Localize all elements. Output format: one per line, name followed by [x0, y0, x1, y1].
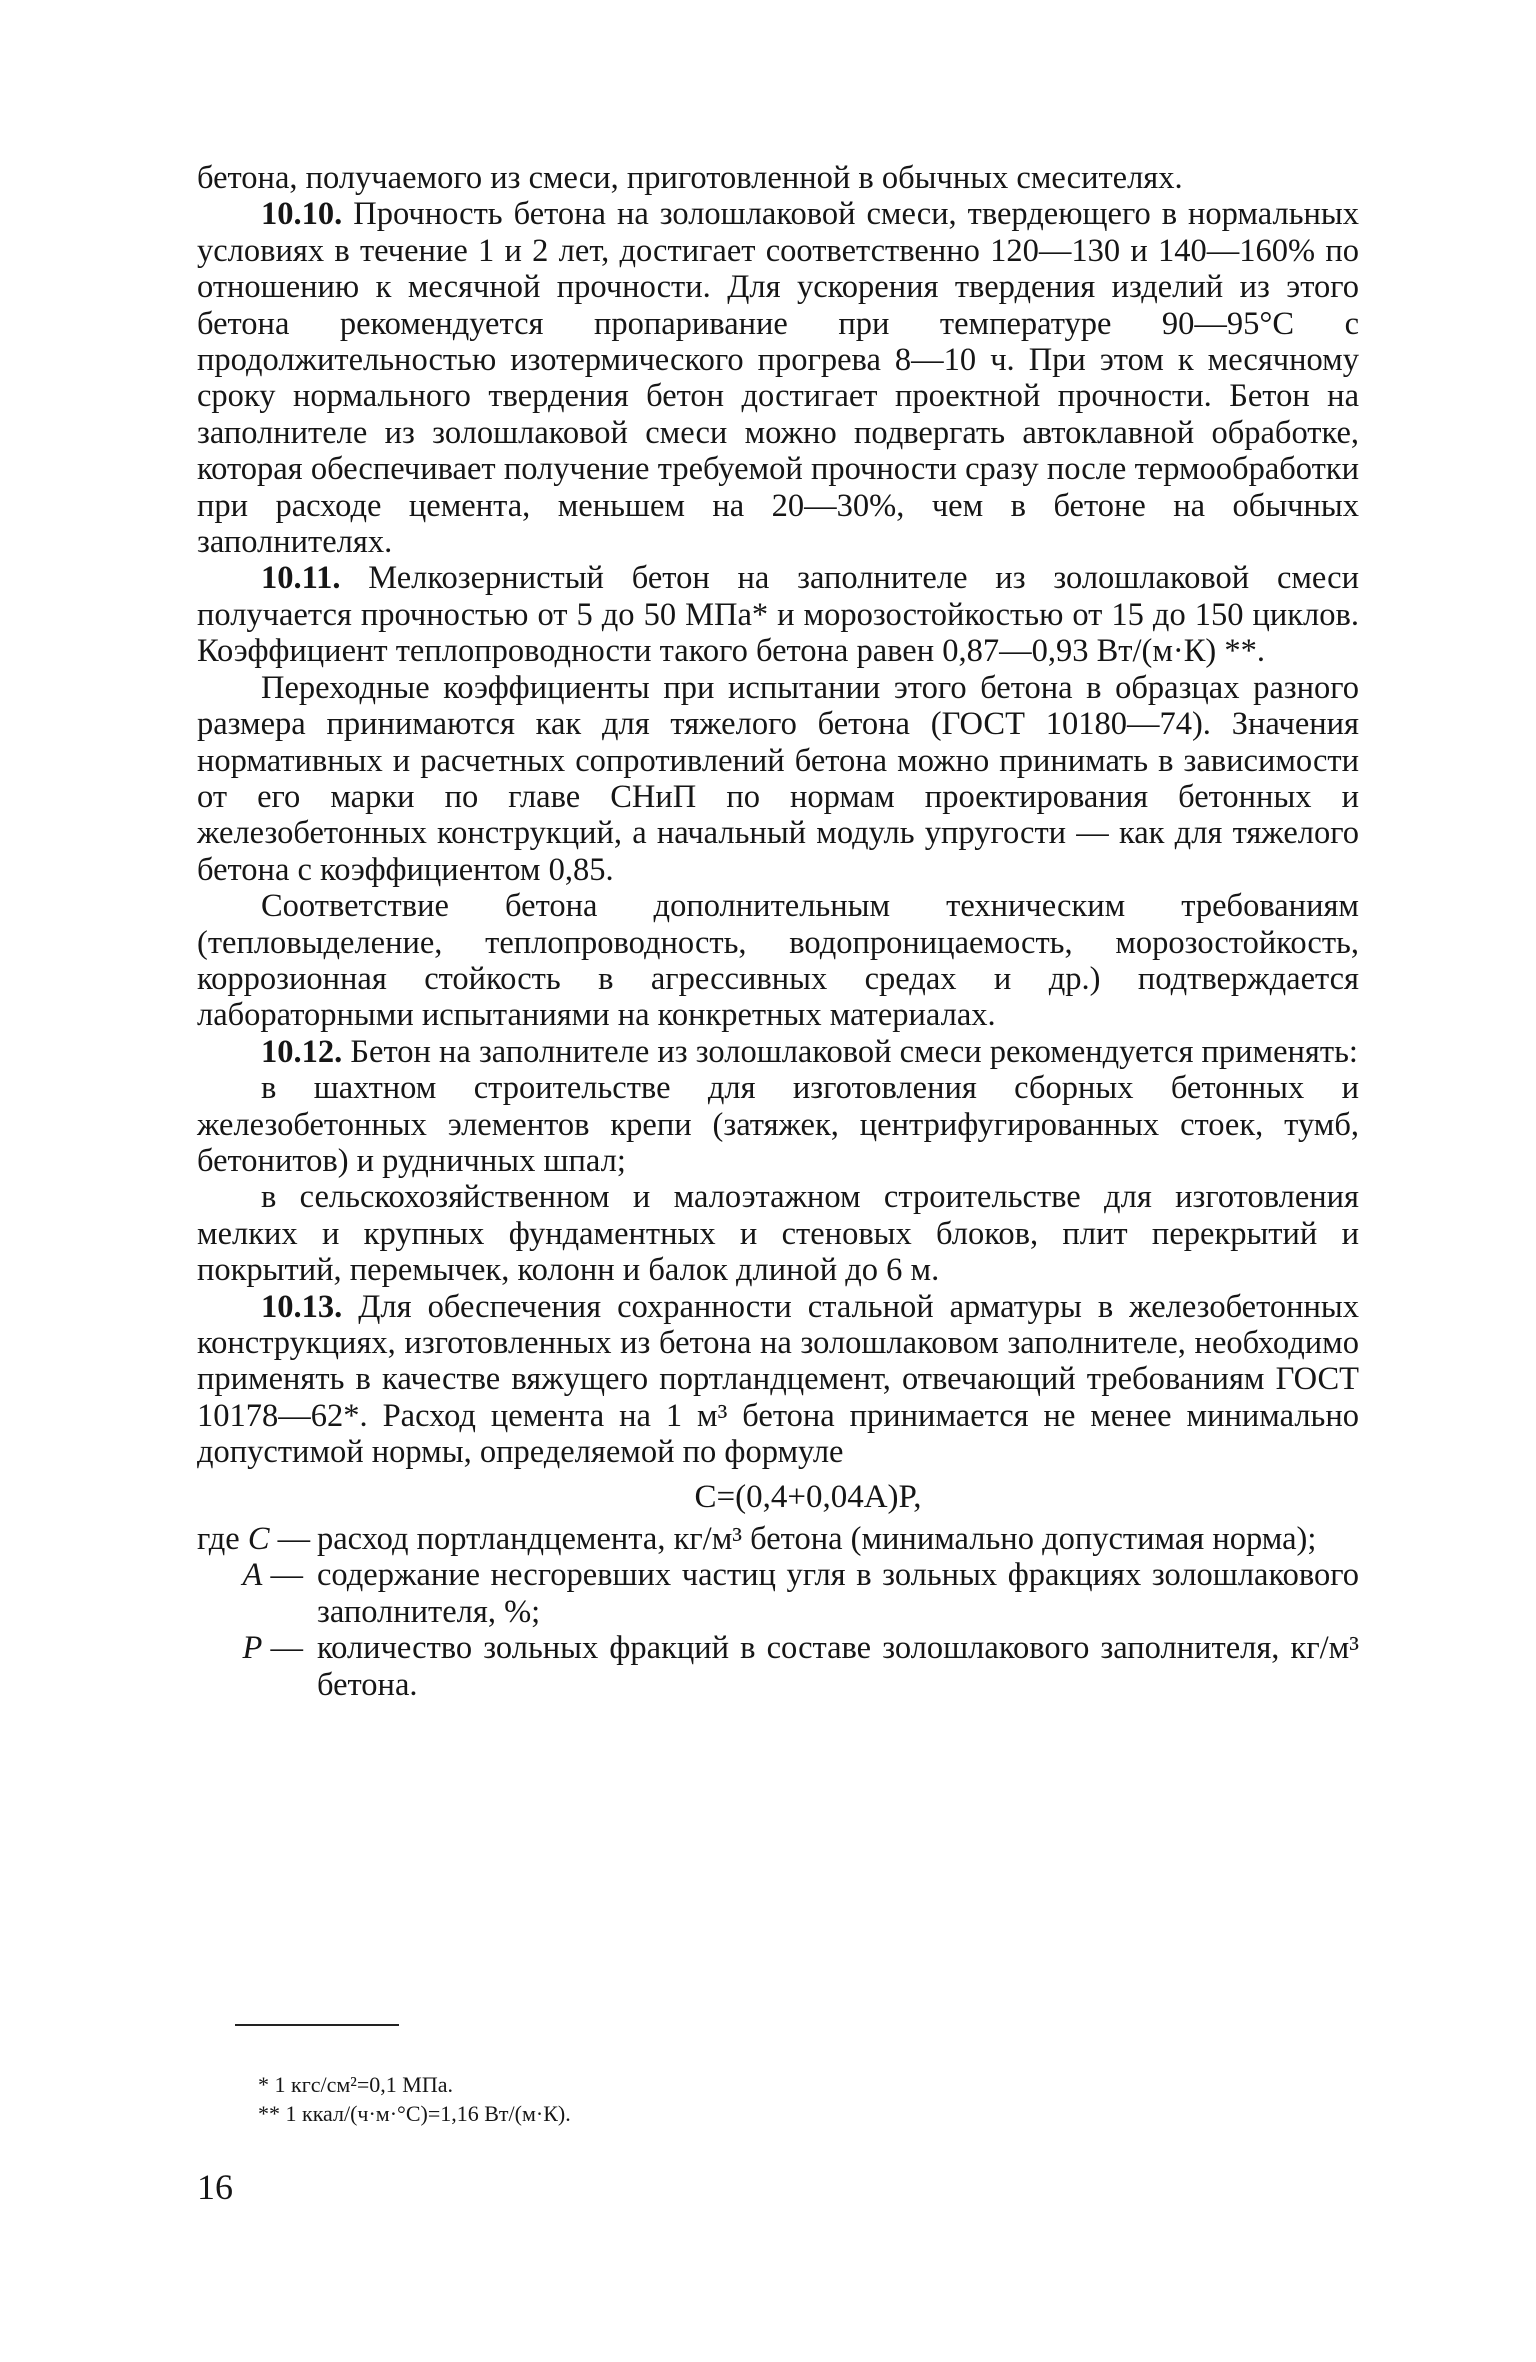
paragraph-10-11 [197, 560, 1359, 669]
definition-dash: — [269, 1521, 311, 1558]
paragraph-0 [197, 160, 1359, 196]
definition-text: содержание несгоревших частиц угля в зольных фракциях золошлакового заполнителя, %; [317, 1557, 1359, 1630]
paragraph-compliance [197, 888, 1359, 1034]
footnotes [258, 2070, 571, 2128]
footnote-2: ** 1 ккал/(ч·м·°С)=1,16 Вт/(м·К). [258, 2101, 571, 2126]
paragraph-10-13 [197, 1289, 1359, 1471]
paragraph-10-12 [197, 1034, 1359, 1070]
definition-a [197, 1557, 1359, 1630]
definition-dash: — [262, 1557, 303, 1594]
paragraph-10-10 [197, 196, 1359, 560]
definition-p [197, 1630, 1359, 1703]
definition-c [197, 1521, 1359, 1557]
paragraph-transition-coefficients [197, 670, 1359, 888]
paragraph-text: Мелкозернистый бетон на заполнителе из золошлаковой смеси получается прочностью от 5 до 50 МПа* и морозостойкостью от 15 до 150 циклов. Коэффициент теплопроводности такого бетона равен 0,87—0,93 Вт/(м·К) **. [197, 560, 1359, 670]
page-number: 16 [197, 2167, 233, 2207]
paragraph-text: в шахтном строительстве для изготовления сборных бетонных и железобетонных элементов крепи (затяжек, центрифугированных стоек, тумб, бетонитов) и рудничных шпал; [197, 1070, 1359, 1179]
section-number: 10.11. [261, 560, 341, 597]
definition-dash: — [262, 1630, 303, 1667]
section-number: 10.10. [261, 196, 343, 233]
section-number: 10.13. [261, 1288, 343, 1325]
footnote-1: * 1 кгс/см²=0,1 МПа. [258, 2072, 453, 2097]
paragraph-mining [197, 1070, 1359, 1179]
footnote-divider [235, 2024, 399, 2026]
formula: C=(0,4+0,04A)P, [694, 1478, 922, 1515]
paragraph-text: Для обеспечения сохранности стальной арматуры в железобетонных конструкциях, изготовленных из бетона на золошлаковом заполнителе, необходимо применять в качестве вяжущего портландцемент, отвечающий требованиям ГОСТ 10178—62*. Расход цемента на 1 м³ бетона принимается не менее минимально допустимой нормы, определяемой по формуле [197, 1288, 1359, 1471]
paragraph-text: Переходные коэффициенты при испытании этого бетона в образцах разного размера принимаются как для тяжелого бетона (ГОСТ 10180—74). Значения нормативных и расчетных сопротивлений бетона можно принимать в зависимости от его марки по главе СНиП по нормам проектирования бетонных и железобетонных конструкций, а начальный модуль упругости — как для тяжелого бетона с коэффициентом 0,85. [197, 669, 1359, 888]
paragraph-text: Прочность бетона на золошлаковой смеси, твердеющего в нормальных условиях в течение 1 и 2 лет, достигает соответственно 120—130 и 140—160% по отношению к месячной прочности. Для ускорения твердения изделий из этого бетона рекомендуется пропаривание при температуре 90—95°С с продолжительностью изотермического прогрева 8—10 ч. При этом к месячному сроку нормального твердения бетон достигает проектной прочности. Бетон на заполнителе из золошлаковой смеси можно подвергать автоклавной обработке, которая обеспечивает получение требуемой прочности сразу после термообработки при расходе цемента, меньшем на 20—30%, чем в бетоне на обычных заполнителях. [197, 196, 1359, 561]
section-number: 10.12. [261, 1033, 343, 1070]
formula-definitions [197, 1521, 1359, 1703]
body-text [197, 160, 1359, 1703]
paragraph-agricultural [197, 1179, 1359, 1288]
definition-symbol: C [247, 1521, 270, 1558]
definition-text: расход портландцемента, кг/м³ бетона (минимально допустимая норма); [317, 1521, 1317, 1558]
definition-prefix: где [197, 1521, 248, 1558]
paragraph-text: бетона, получаемого из смеси, приготовленной в обычных смесителях. [197, 160, 1183, 196]
paragraph-text: Бетон на заполнителе из золошлаковой смеси рекомендуется применять: [342, 1033, 1358, 1070]
paragraph-text: Соответствие бетона дополнительным техническим требованиям (тепловыделение, теплопроводность, водопроницаемость, морозостойкость, коррозионная стойкость в агрессивных средах и др.) подтверждается лабораторными испытаниями на конкретных материалах. [197, 888, 1359, 1034]
definition-symbol: A [242, 1557, 263, 1594]
definition-symbol: P [242, 1630, 263, 1667]
definition-text: количество зольных фракций в составе золошлакового заполнителя, кг/м³ бетона. [317, 1630, 1359, 1703]
paragraph-text: в сельскохозяйственном и малоэтажном строительстве для изготовления мелких и крупных фундаментных и стеновых блоков, плит перекрытий и покрытий, перемычек, колонн и балок длиной до 6 м. [197, 1179, 1359, 1289]
